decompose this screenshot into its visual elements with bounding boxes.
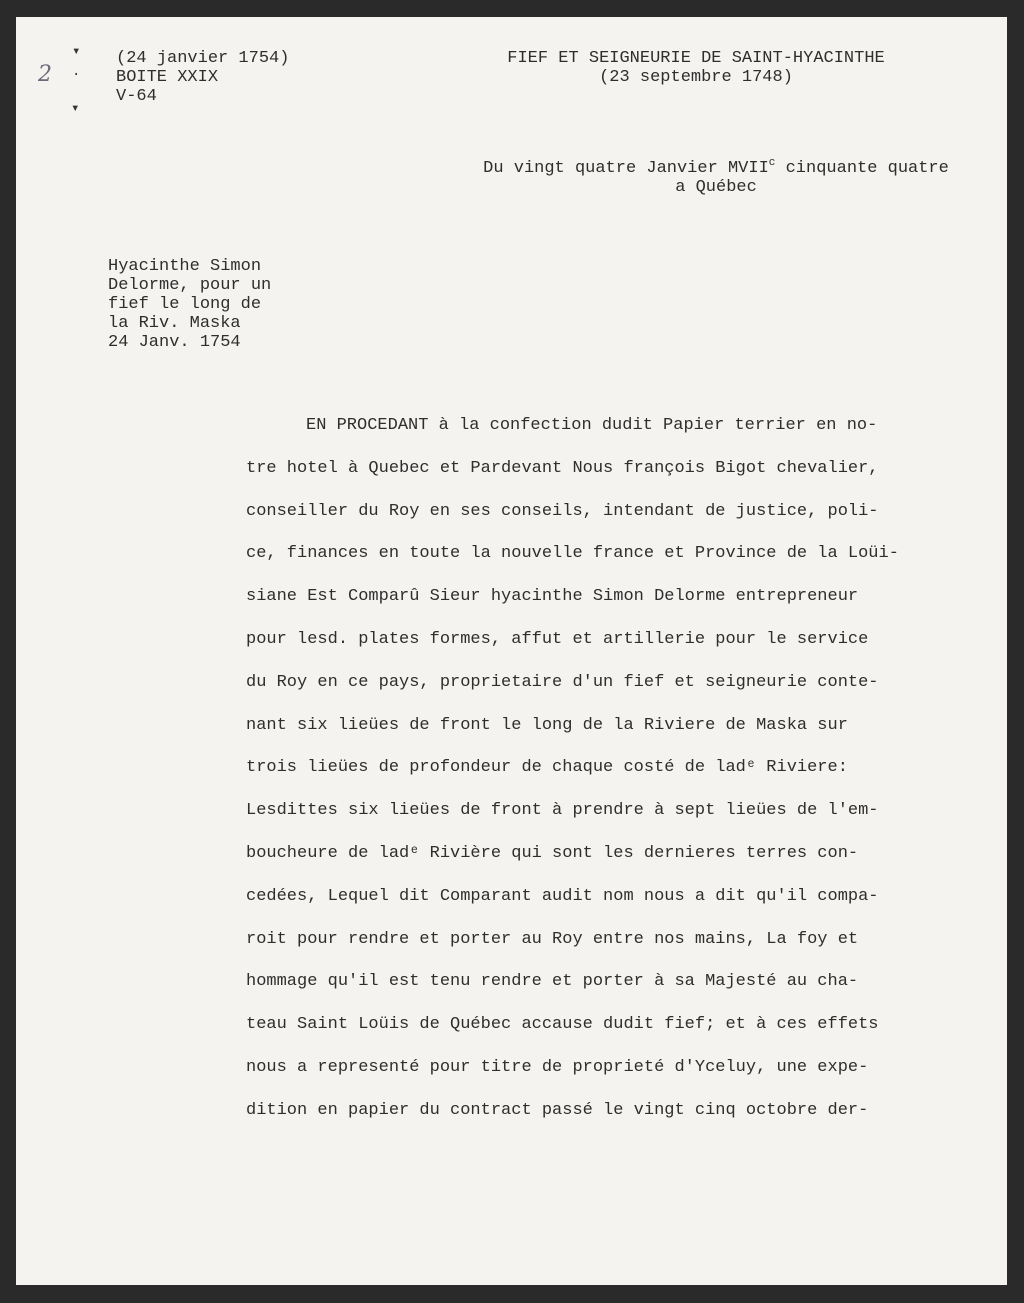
body-line: du Roy en ce pays, proprietaire d'un fief et seigneurie conte- (246, 672, 879, 692)
body-line: tre hotel à Quebec et Pardevant Nous françois Bigot chevalier, (246, 458, 879, 478)
body-line: cedées, Lequel dit Comparant audit nom nous a dit qu'il compa- (246, 886, 879, 906)
body-line: hommage qu'il est tenu rendre et porter à sa Majesté au cha- (246, 972, 859, 992)
date-line-part1: Du vingt quatre Janvier MVII (483, 159, 769, 178)
punch-mark-icon: ▾ (71, 101, 80, 117)
body-line: Lesdittes six lieües de front à prendre à sept lieües de l'em- (246, 801, 879, 821)
body-line: boucheure de ladᵉ Rivière qui sont les dernieres terres con- (246, 843, 859, 863)
date-line-first (436, 159, 996, 178)
header-title: FIEF ET SEIGNEURIE DE SAINT-HYACINTHE (507, 49, 885, 68)
margin-note-line: Hyacinthe Simon (108, 257, 262, 276)
body-line: pour lesd. plates formes, affut et artillerie pour le service (246, 629, 869, 649)
body-line: teau Saint Loüis de Québec accause dudit fief; et à ces effets (246, 1015, 879, 1035)
body-line: ce, finances en toute la nouvelle france et Province de la Loüi- (246, 544, 899, 564)
body-line: EN PROCEDANT à la confection dudit Papier terrier en no- (306, 416, 878, 435)
margin-note-line: fief le long de (108, 295, 262, 314)
margin-note (108, 257, 271, 352)
body-line: nous a representé pour titre de proprieté d'Yceluy, une expe- (246, 1057, 869, 1077)
body-line: roit pour rendre et porter au Roy entre nos mains, La foy et (246, 929, 859, 949)
header-date: (23 septembre 1748) (599, 68, 793, 87)
body-line: conseiller du Roy en ses conseils, intendant de justice, poli- (246, 501, 879, 521)
body-text (246, 405, 986, 1133)
margin-note-line: la Riv. Maska (108, 314, 241, 333)
archive-reference (116, 49, 289, 106)
body-line: dition en papier du contract passé le vingt cinq octobre der- (246, 1100, 869, 1120)
date-line-part2: cinquante quatre (775, 159, 949, 178)
date-line-superscript: c (768, 157, 776, 169)
body-line: siane Est Comparû Sieur hyacinthe Simon Delorme entrepreneur (246, 587, 859, 607)
date-line (436, 159, 996, 197)
document-header (446, 49, 946, 87)
date-line-place: a Québec (675, 178, 757, 197)
body-line: trois lieües de profondeur de chaque costé de ladᵉ Riviere: (246, 758, 848, 778)
punch-mark-icon: ▾ (72, 44, 81, 60)
reference-box: BOITE XXIX (116, 68, 219, 87)
reference-date: (24 janvier 1754) (116, 49, 290, 68)
margin-note-line: 24 Janv. 1754 (108, 333, 241, 352)
handwritten-folio-number: 2 (38, 62, 52, 87)
reference-volume: V-64 (116, 87, 157, 106)
document-page (16, 17, 1007, 1285)
punch-mark-icon: · (72, 67, 81, 83)
body-line: nant six lieües de front le long de la Riviere de Maska sur (246, 715, 848, 735)
margin-note-line: Delorme, pour un (108, 276, 272, 295)
